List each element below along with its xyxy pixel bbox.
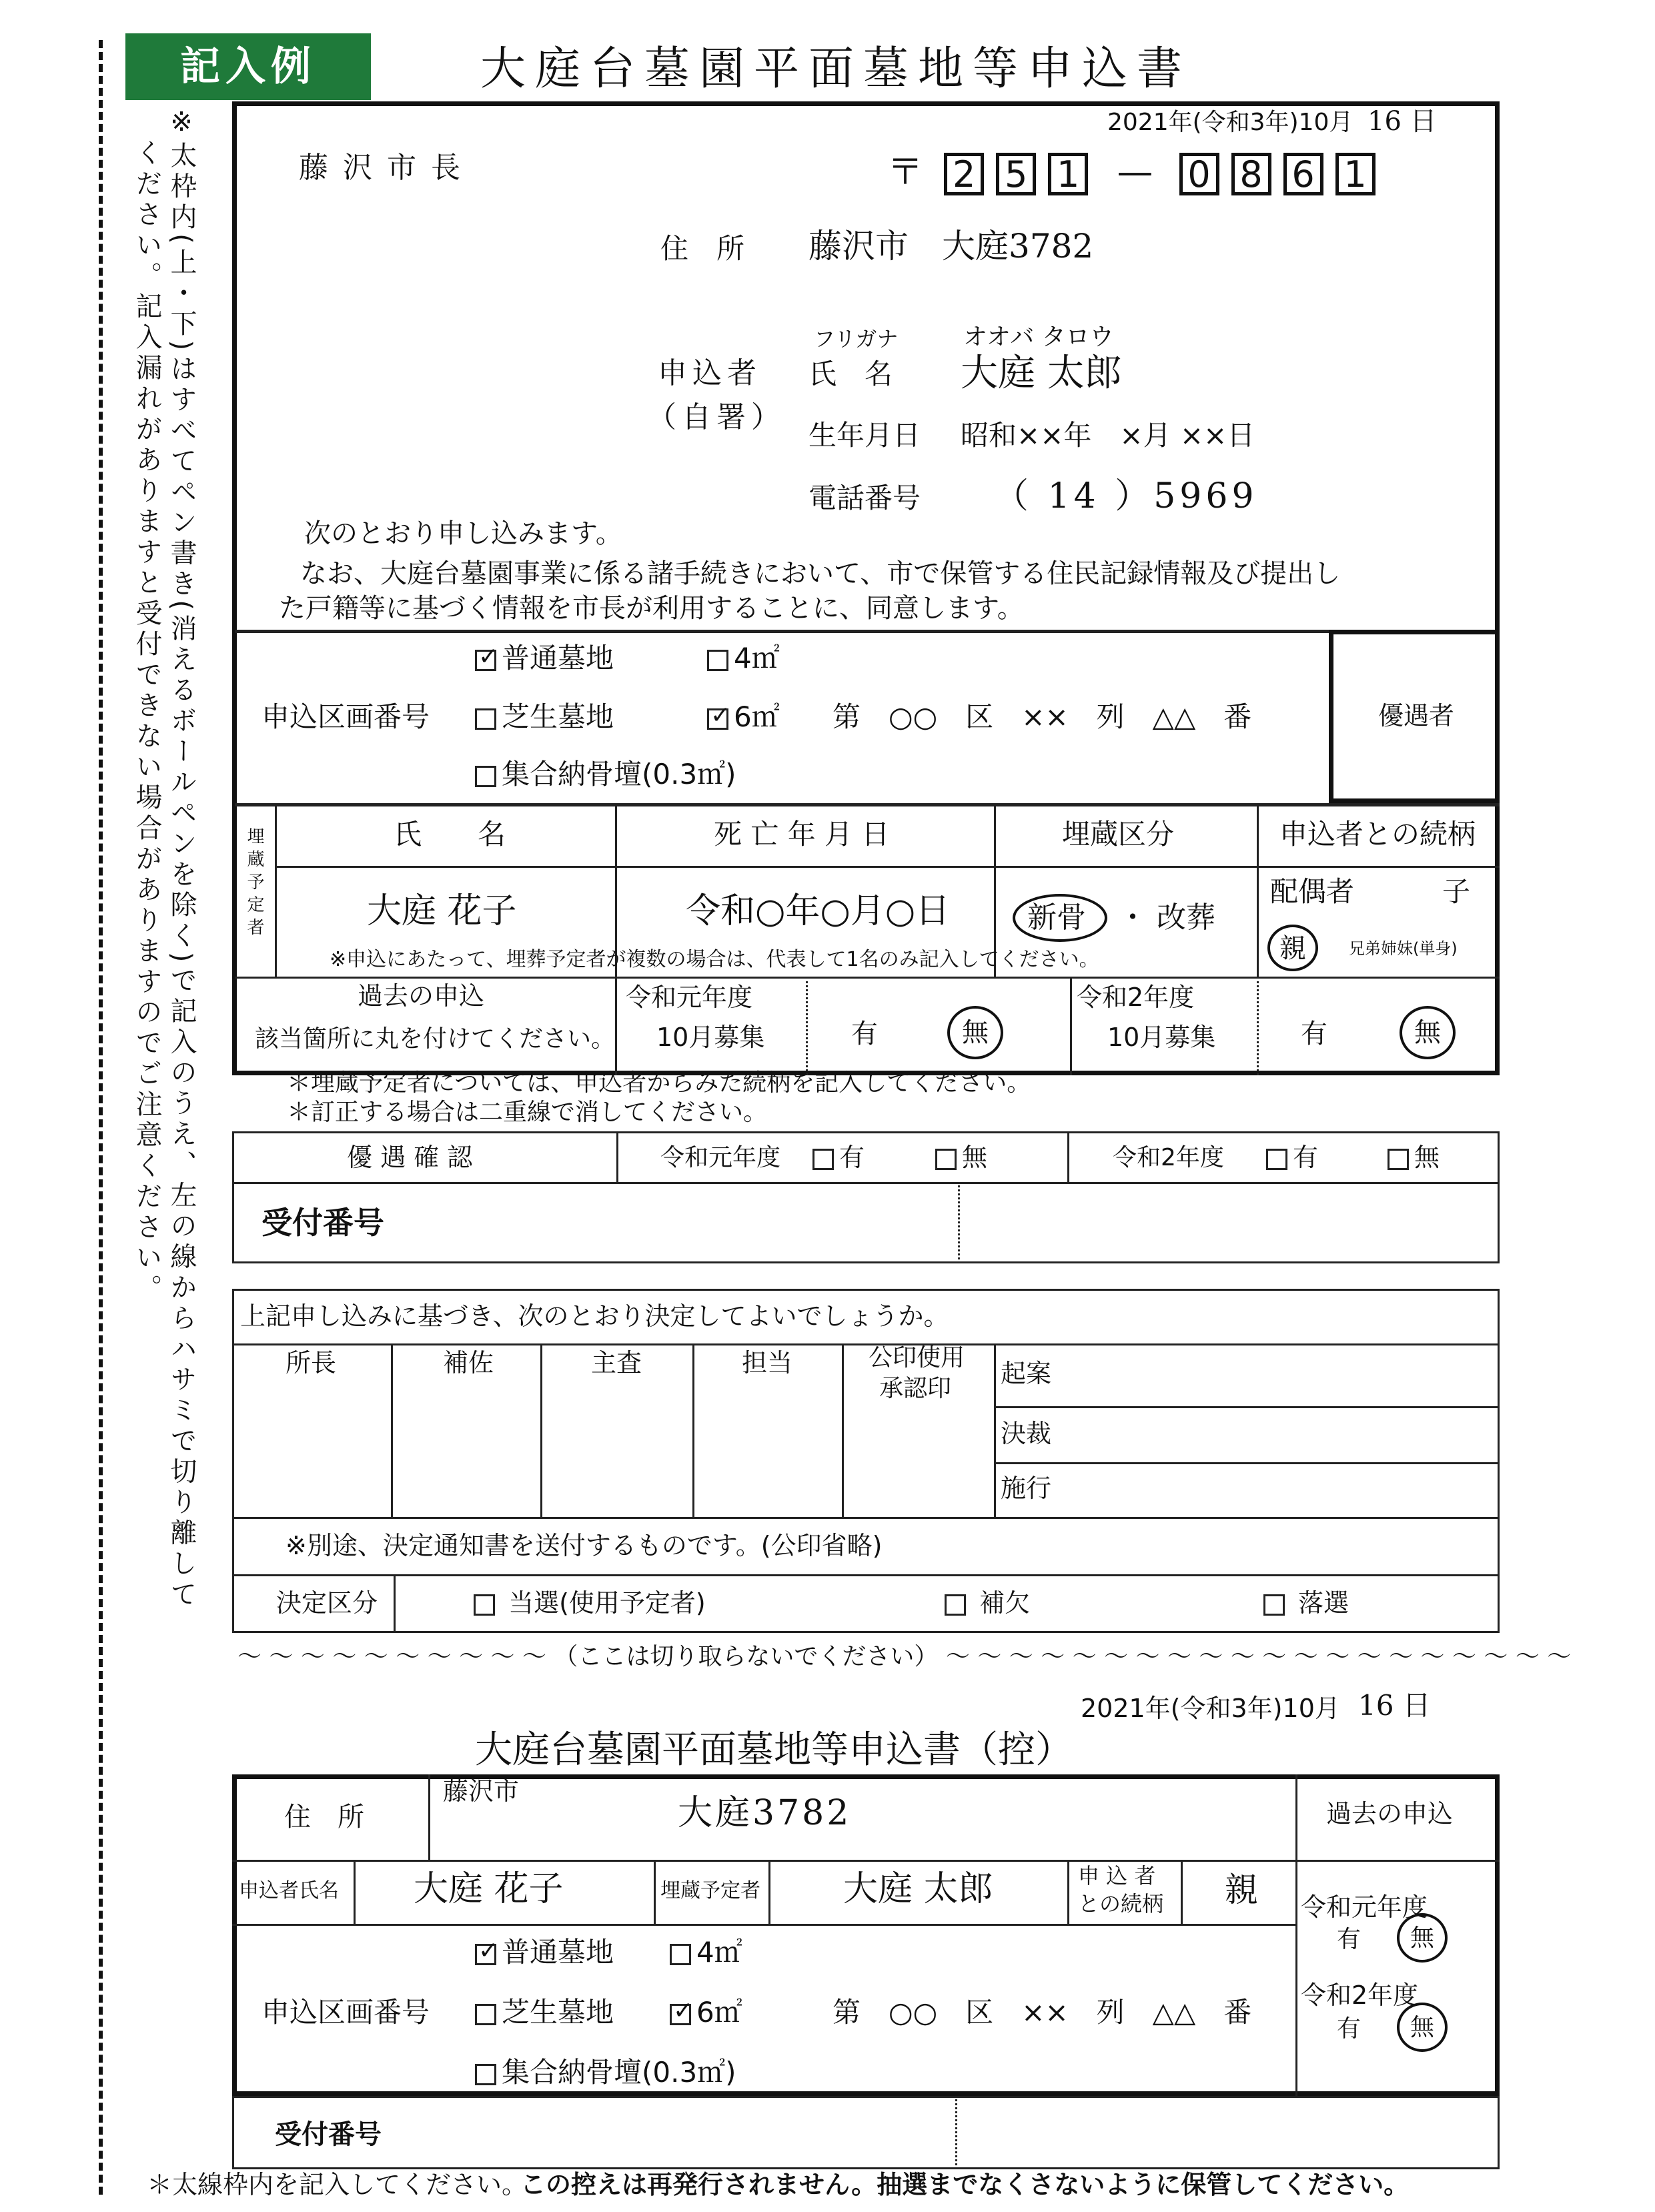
pc-r1-yes-checkbox[interactable] [812, 1149, 834, 1170]
side-note-1: ※太枠内(上・下)はすべてペン書き(消えるボールペンを除く)で記入のうえ、左の線からハサミで切り離して [166, 107, 197, 1611]
name-value: 大庭 太郎 [961, 352, 1122, 395]
divider [1067, 1131, 1069, 1182]
statement-line-2: なお、大庭台墓園事業に係る諸手続きにおいて、市で保管する住民記録情報及び提出し [300, 558, 1341, 589]
date-label: 2021年(令和3年)10月 [1107, 109, 1353, 136]
col-death: 死 亡 年 月 日 [714, 818, 890, 851]
divider [232, 1574, 1500, 1576]
past-r2-no: 無 [1414, 1017, 1441, 1048]
copy-r1-yes: 有 [1337, 1926, 1361, 1953]
win-checkbox[interactable] [474, 1594, 495, 1616]
copy-size-4-checkbox[interactable] [670, 1944, 691, 1965]
past-r1-year: 令和元年度 [626, 983, 753, 1012]
divider [842, 1343, 844, 1517]
divider [235, 630, 1329, 633]
past-label: 過去の申込 [358, 981, 485, 1011]
copy-opt-shared: 集合納骨壇(0.3㎡) [475, 2059, 736, 2087]
copy-applicant-value: 大庭 花子 [414, 1869, 564, 1909]
divider [232, 1860, 1295, 1862]
divider [232, 1182, 1500, 1184]
page-title: 大庭台墓園平面墓地等申込書 [480, 43, 1192, 95]
divider [232, 1343, 1500, 1345]
postal-digit: 5 [996, 153, 1036, 195]
pc-r2-year: 令和2年度 [1113, 1144, 1224, 1171]
divider [235, 977, 1500, 979]
type-new: 新骨 [1027, 901, 1086, 935]
sub-checkbox[interactable] [945, 1594, 966, 1616]
type-reburial: 改葬 [1157, 901, 1215, 935]
postal-digit: 8 [1231, 153, 1271, 195]
pc-r1-year: 令和元年度 [660, 1144, 781, 1171]
postal-digit: 2 [944, 153, 984, 195]
col-type: 埋蔵区分 [1062, 818, 1175, 851]
divider [1181, 1860, 1183, 1924]
postal-mark: 〒 [887, 151, 923, 193]
divider [1295, 1860, 1500, 1862]
statement-line-1: 次のとおり申し込みます。 [304, 518, 622, 549]
copy-box [232, 1774, 1500, 2096]
divider [391, 1343, 393, 1517]
decision-sub: 補欠 [945, 1590, 1030, 1616]
seal-label-1: 公印使用 [869, 1344, 965, 1371]
copy-r2-no: 無 [1410, 2014, 1435, 2041]
death-date: 令和○年○月○日 [686, 891, 951, 931]
col-name: 氏 名 [394, 818, 506, 851]
size-6-checkbox[interactable] [707, 708, 728, 730]
pc-r2-yes-checkbox[interactable] [1266, 1149, 1287, 1170]
decision-lose: 落選 [1263, 1590, 1349, 1616]
address-label: 住 所 [660, 232, 745, 265]
rel-spouse: 配偶者 [1270, 875, 1355, 908]
divider [354, 1860, 356, 1924]
copy-date-label: 2021年(令和3年)10月 [1081, 1694, 1340, 1723]
copy-normal-checkbox[interactable] [475, 1944, 496, 1965]
shared-checkbox[interactable] [475, 766, 496, 787]
copy-burial-label: 埋蔵予定者 [660, 1879, 760, 1902]
size-4-checkbox[interactable] [707, 650, 728, 671]
seal-label-2: 承認印 [879, 1375, 952, 1402]
past-r2-yes: 有 [1301, 1019, 1327, 1049]
bottom-note-1: ＊太線枠内を記入してください。 [147, 2170, 528, 2199]
opt-normal: ✓普通墓地 [475, 644, 614, 672]
divider [955, 2096, 957, 2169]
addressee: 藤 沢 市 長 [299, 151, 463, 185]
col-relation: 申込者との続柄 [1279, 818, 1476, 851]
approval-question: 上記申し込みに基づき、次のとおり決定してよいでしょうか。 [240, 1301, 949, 1331]
postal-code [887, 143, 1388, 195]
divider [235, 803, 1500, 806]
copy-relation-label-2: との続柄 [1078, 1891, 1164, 1916]
opt-lawn: 芝生墓地 [475, 703, 614, 731]
plot-number: 第 ○○ 区 ×× 列 △△ 番 [833, 700, 1252, 733]
divider [428, 1774, 430, 1860]
deceased-name: 大庭 花子 [367, 891, 517, 931]
phone-value: （ 14 ）5969 [994, 476, 1258, 516]
lawn-checkbox[interactable] [475, 708, 496, 730]
divider [615, 977, 617, 1075]
copy-opt-lawn: 芝生墓地 [475, 1999, 614, 2027]
normal-checkbox[interactable] [475, 650, 496, 671]
opt-6sqm: ✓6㎡ [707, 703, 780, 731]
approver-assistant: 補佐 [443, 1348, 494, 1377]
phone-label: 電話番号 [808, 482, 921, 514]
copy-r1-no: 無 [1410, 1924, 1435, 1952]
statement-line-3: た戸籍等に基づく情報を市長が利用することに、同意します。 [279, 593, 1024, 624]
divider [394, 1574, 396, 1633]
copy-relation-value: 親 [1225, 1870, 1258, 1909]
divider [232, 1924, 1295, 1926]
cut-line-text: ～ ～ ～ ～ ～ ～ ～ ～ ～ ～ （ここは切り取らないでください） ～ ～ ～ ～ ～ ～ ～ ～ ～ ～ ～ ～ ～ ～ ～ ～ ～ ～ ～ ～ [237, 1643, 1572, 1670]
decision-kind: 決定区分 [276, 1588, 378, 1618]
divider [1070, 977, 1072, 1075]
date-day: 16 日 [1367, 106, 1437, 137]
divider [1067, 1860, 1069, 1924]
pc-r2-no-checkbox[interactable] [1388, 1149, 1409, 1170]
decision-label: 決裁 [1001, 1419, 1052, 1448]
copy-receipt-box [232, 2096, 1500, 2169]
birth-label: 生年月日 [808, 419, 921, 452]
name-label: 氏 名 [808, 358, 893, 390]
furigana-label: フリガナ [814, 326, 899, 352]
past-r2-month: 10月募集 [1107, 1023, 1216, 1052]
note-correction: ＊訂正する場合は二重線で消してください。 [287, 1099, 768, 1126]
copy-r1-year: 令和元年度 [1301, 1892, 1428, 1922]
divider [994, 1343, 996, 1517]
approver-director: 所長 [286, 1348, 337, 1377]
bottom-note-2: この控えは再発行されません。抽選までなくさないように保管してください。 [520, 2170, 1410, 2199]
furigana-value: オオバ タロウ [963, 324, 1114, 351]
postal-digit: 1 [1335, 153, 1375, 195]
divider [232, 1517, 1500, 1519]
copy-past-label: 過去の申込 [1326, 1799, 1454, 1828]
opt-shared: 集合納骨壇(0.3㎡) [475, 760, 736, 788]
approver-staff: 担当 [742, 1348, 793, 1377]
priority-confirm: 優 遇 確 認 [347, 1143, 473, 1172]
approver-chief: 主査 [591, 1348, 642, 1377]
past-r2-year: 令和2年度 [1077, 983, 1195, 1012]
copy-relation-label-1: 申 込 者 [1078, 1863, 1156, 1888]
example-badge: 記入例 [125, 33, 371, 100]
applicant-label: 申込者 [658, 356, 762, 390]
divider [616, 1131, 618, 1182]
copy-date-day: 16 日 [1358, 1689, 1431, 1722]
side-note-2: ください。記入漏れがありますと受付できない場合がありますのでご注意ください。 [131, 139, 162, 1305]
copy-plot-label: 申込区画番号 [261, 1996, 430, 2029]
receipt-label: 受付番号 [261, 1205, 384, 1241]
copy-r2-yes: 有 [1337, 2015, 1361, 2043]
copy-lawn-checkbox[interactable] [475, 2004, 496, 2025]
postal-digit: 1 [1048, 153, 1088, 195]
rel-child: 子 [1442, 875, 1471, 908]
copy-r2-year: 令和2年度 [1301, 1981, 1419, 2010]
lose-checkbox[interactable] [1263, 1594, 1285, 1616]
plot-label: 申込区画番号 [261, 700, 430, 733]
address-value: 藤沢市 大庭3782 [808, 227, 1094, 265]
postal-dash: — [1117, 151, 1153, 193]
copy-applicant-label: 申込者氏名 [239, 1879, 339, 1902]
opt-4sqm: 4㎡ [707, 644, 780, 672]
burial-note: ※申込にあたって、埋葬予定者が複数の場合は、代表して1名のみ記入してください。 [330, 948, 1099, 971]
draft-label: 起案 [1001, 1359, 1052, 1388]
birth-value: 昭和××年 ×月 ××日 [961, 419, 1255, 452]
copy-shared-checkbox[interactable] [475, 2064, 496, 2085]
past-r1-yes: 有 [851, 1019, 878, 1049]
divider [1257, 803, 1259, 977]
pc-r1-no-checkbox[interactable] [935, 1149, 957, 1170]
divider [806, 977, 808, 1075]
copy-address-value: 大庭3782 [678, 1793, 852, 1833]
copy-address-city: 藤沢市 [443, 1776, 520, 1806]
copy-opt-6sqm: ✓6㎡ [670, 1999, 742, 2027]
copy-receipt-label: 受付番号 [275, 2119, 382, 2150]
divider [994, 1462, 1500, 1464]
copy-title: 大庭台墓園平面墓地等申込書（控） [475, 1728, 1073, 1772]
self-sign-label: （自署） [647, 400, 786, 434]
divider [1295, 1774, 1297, 2096]
copy-opt-normal: ✓普通墓地 [475, 1939, 614, 1967]
postal-digit: 0 [1179, 153, 1219, 195]
past-sub: 該当箇所に丸を付けてください。 [255, 1025, 616, 1053]
divider [1257, 977, 1259, 1075]
rel-parent: 親 [1279, 933, 1306, 964]
copy-burial-value: 大庭 太郎 [843, 1869, 993, 1909]
divider [768, 1860, 770, 1924]
burial-side-label: 埋蔵予定者 [244, 827, 264, 941]
decision-win: 当選(使用予定者) [474, 1590, 706, 1616]
divider [958, 1182, 960, 1263]
pc-r1-yes: 有 [812, 1145, 865, 1170]
divider [692, 1343, 694, 1517]
note-relation: ＊埋蔵予定者については、申込者からみた続柄を記入してください。 [287, 1069, 1031, 1097]
divider [275, 803, 277, 977]
enforce-label: 施行 [1001, 1474, 1052, 1503]
cut-guide-line [99, 40, 103, 2195]
pc-r2-yes: 有 [1266, 1145, 1318, 1170]
type-sep: ・ [1118, 901, 1147, 935]
divider [275, 866, 1500, 868]
copy-opt-4sqm: 4㎡ [670, 1939, 742, 1967]
approval-box [232, 1289, 1500, 1633]
past-r1-no: 無 [962, 1017, 989, 1048]
pc-r1-no: 無 [935, 1145, 987, 1170]
pc-r2-no: 無 [1388, 1145, 1440, 1170]
divider [994, 1406, 1500, 1408]
copy-size-6-checkbox[interactable] [670, 2004, 691, 2025]
divider [654, 1860, 656, 1924]
notice-note: ※別途、決定通知書を送付するものです。(公印省略) [286, 1531, 883, 1560]
copy-plot-number: 第 ○○ 区 ×× 列 △△ 番 [833, 1996, 1252, 2029]
copy-address-label: 住 所 [284, 1802, 364, 1832]
postal-digit: 6 [1283, 153, 1323, 195]
rel-sibling: 兄弟姉妹(単身) [1349, 939, 1458, 958]
divider [540, 1343, 542, 1517]
past-r1-month: 10月募集 [656, 1023, 765, 1052]
priority-label: 優遇者 [1378, 701, 1455, 730]
